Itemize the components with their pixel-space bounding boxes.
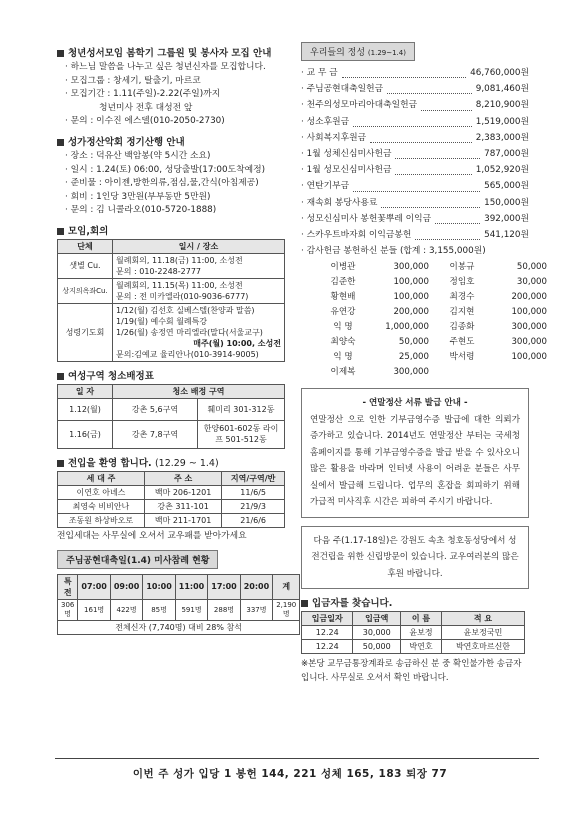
mass-value: 161명 <box>78 599 110 620</box>
table-row <box>58 303 285 361</box>
newcomers-table <box>57 471 285 528</box>
mass-value: 337명 <box>240 599 272 620</box>
newcomer-address: 백마 206-1201 <box>144 485 221 499</box>
pilgrimage-line: · 문의 : 김 니콜라오(010-5720-1888) <box>65 205 217 216</box>
mass-value: 422명 <box>110 599 142 620</box>
pilgrimage-line: · 회비 : 1인당 3만원(부부동반 5만원) <box>65 191 211 202</box>
bullet-square-icon <box>57 460 64 467</box>
offerings-title <box>301 42 529 61</box>
offering-label: · 교 무 금 <box>301 68 338 78</box>
dot-leader <box>381 198 480 208</box>
table-row <box>58 398 285 420</box>
cleaning-header-date: 일 자 <box>58 384 113 398</box>
offering-amount: 150,000원 <box>484 197 529 208</box>
offering-row <box>301 65 529 81</box>
mass-value: 591명 <box>175 599 207 620</box>
donor-name: 박서령 <box>449 352 475 363</box>
meeting-detail <box>113 303 285 361</box>
pilgrimage-line: · 준비물 : 아이젠,방한의류,점심,물,간식(아침제공) <box>65 178 259 189</box>
depositors-header: 적 요 <box>441 612 524 626</box>
meeting-detail-line: 문의:김예교 율리안나(010-3914-9005) <box>116 349 259 359</box>
offering-row <box>301 130 529 146</box>
donor-name: 김종화 <box>449 322 475 333</box>
meeting-detail-line: 1/12(월) 김선호 실베스텔(찬양과 말씀) <box>116 305 255 315</box>
depositors-header: 이 름 <box>401 612 442 626</box>
donor-amount: 300,000 <box>511 337 547 348</box>
donor-name: 최경수 <box>449 292 475 303</box>
pilgrimage-title: 성가정산악회 정기산행 안내 <box>57 134 289 148</box>
cleaning-title: 여성구역 청소배정표 <box>57 368 289 382</box>
depositor-memo: 윤보정국민 <box>441 626 524 640</box>
donor-name: 유연강 <box>330 307 356 318</box>
donor-amount: 300,000 <box>393 262 429 273</box>
mass-value: 306명 <box>58 599 78 620</box>
table-row <box>58 420 285 448</box>
offering-amount: 2,383,000원 <box>475 132 529 143</box>
offering-row <box>301 195 529 211</box>
mass-value: 85명 <box>143 599 175 620</box>
meeting-detail-line: 1/19(월) 예수회 월례특강 <box>116 316 208 326</box>
youth-line: · 모집그룹 : 창세기, 탈출기, 마르코 <box>65 75 201 86</box>
donor-name: 이제복 <box>330 367 356 378</box>
bullet-square-icon <box>57 373 64 380</box>
offering-label: · 천주의성모마리아대축일헌금 <box>301 100 418 111</box>
offering-amount: 1,052,920원 <box>475 165 529 176</box>
donor-amount: 25,000 <box>398 352 429 363</box>
mass-header: 07:00 <box>78 574 110 599</box>
offering-amount: 392,000원 <box>484 213 529 224</box>
meeting-detail-line: 1/26(월) 송정연 마리엘라(말다(서울교구) <box>116 327 263 337</box>
table-row <box>58 599 300 620</box>
offering-label: · 연탄기부금 <box>301 181 350 192</box>
depositor-amount: 30,000 <box>353 626 401 640</box>
offerings-title-label: 우리들의 정성 <box>310 48 366 58</box>
recruit-notice-box <box>301 526 529 590</box>
dot-leader <box>395 149 480 159</box>
newcomer-name: 최영숙 비비안나 <box>58 499 145 513</box>
offerings-title-bar <box>301 42 415 61</box>
mass-value: 2,190명 <box>273 599 300 620</box>
depositor-name: 윤보정 <box>401 626 442 640</box>
offering-row <box>301 81 529 97</box>
meeting-group: 성령기도회 <box>58 303 113 361</box>
offering-label: · 재속회 봉당사용료 <box>301 197 378 208</box>
donor-amount <box>495 365 547 380</box>
offering-amount: 9,081,460원 <box>475 84 529 95</box>
youth-recruit-title: 청년성서모임 봄학기 그룹원 및 봉사자 모집 안내 <box>57 45 289 59</box>
offering-row <box>301 146 529 162</box>
cleaning-area: 강촌 7,8구역 <box>113 420 198 448</box>
offering-label: · 성모신심미사 봉헌꽃뿌레 이익금 <box>301 213 432 224</box>
newcomers-note: 전입세대는 사무실에 오셔서 교우패를 받아가세요 <box>57 530 247 541</box>
cleaning-date: 1.16(금) <box>58 420 113 448</box>
offering-amount: 541,120원 <box>484 230 529 241</box>
offering-label: · 스카우트바자회 이익금봉헌 <box>301 230 412 241</box>
depositors-header: 입금액 <box>353 612 401 626</box>
offerings-list <box>301 65 529 259</box>
meeting-detail-line: 매주(월) 10:00, 소성전 <box>193 338 281 348</box>
meeting-group: 상지의옥좌Cu. <box>58 278 113 303</box>
offering-amount: 1,519,000원 <box>475 116 529 127</box>
tax-notice-body: 연말정산 으로 인한 기부금영수증 발급에 대한 의뢰가 증가하고 있습니다. 2014년도 연말정산 부터는 국세청 홈페이지를 통해 기부금영수증을 발급 받을 수 있사오니 많은 활용을 바라며 인터넷 사용이 어려운 분들은 사무실에서 발급해 드립니다. 업무의 혼잡을 회피하기 위해 가급적 미사직후 시간은 피하여 주시기 바랍니다. <box>310 414 520 508</box>
meetings-table <box>57 239 285 362</box>
meetings-header-time: 일시 / 장소 <box>113 239 285 253</box>
donor-amount: 30,000 <box>516 277 547 288</box>
dot-leader <box>435 214 480 224</box>
dot-leader <box>421 101 472 111</box>
depositors-title: 입금자를 찾습니다. <box>301 595 529 609</box>
cleaning-table <box>57 384 285 449</box>
table-row <box>58 620 300 634</box>
donor-amount: 1,000,000 <box>385 322 429 333</box>
newcomers-title: 전입을 환영 합니다. (12.29 ~ 1.4) <box>57 455 289 469</box>
donor-list <box>313 260 547 380</box>
pilgrimage-line: · 장소 : 덕유산 백암봉(약 5시간 소요) <box>65 150 211 161</box>
offering-row <box>301 114 529 130</box>
offering-label: · 성소후원금 <box>301 116 350 127</box>
mass-value: 288명 <box>208 599 240 620</box>
table-row <box>58 253 285 278</box>
thanks-title: · 감사헌금 봉헌하신 분들 (합계 : 3,155,000원) <box>301 246 486 257</box>
donor-amount: 200,000 <box>393 307 429 318</box>
depositors-header: 입금일자 <box>302 612 353 626</box>
mass-header: 계 <box>273 574 300 599</box>
offering-amount: 565,000원 <box>484 181 529 192</box>
youth-line: · 문의 : 이수진 에스델(010-2050-2730) <box>65 116 225 127</box>
offering-row <box>301 211 529 227</box>
newcomers-period: (12.29 ~ 1.4) <box>154 457 219 469</box>
offering-label: · 1월 성체신심미사헌금 <box>301 149 392 160</box>
newcomer-name: 조동원 하상바오로 <box>58 513 145 527</box>
table-row <box>58 485 285 499</box>
cleaning-area: 훼미리 301-312동 <box>198 398 285 420</box>
youth-line: · 하느님 말씀을 나누고 싶은 청년신자를 모집합니다. <box>65 62 266 72</box>
donor-amount: 200,000 <box>511 292 547 303</box>
offering-label: · 1월 성모신심미사헌금 <box>301 165 392 176</box>
offering-row <box>301 162 529 178</box>
cleaning-area: 한양601-602동 라이프 501-512동 <box>198 420 285 448</box>
depositor-date: 12.24 <box>302 640 353 654</box>
bullet-square-icon <box>301 600 308 607</box>
newcomer-zone: 21/9/3 <box>222 499 285 513</box>
meeting-detail <box>113 253 285 278</box>
dot-leader <box>395 165 471 175</box>
table-row <box>58 513 285 527</box>
dot-leader <box>342 68 466 78</box>
meeting-detail <box>113 278 285 303</box>
offering-amount: 46,760,000원 <box>470 68 529 78</box>
depositor-date: 12.24 <box>302 626 353 640</box>
youth-line: · 모집기간 : 1.11(주일)-2.22(주일)까지 <box>65 89 221 100</box>
meeting-detail-line: 문의 : 010-2248-2777 <box>116 266 201 276</box>
newcomer-name: 이연호 아녜스 <box>58 485 145 499</box>
right-column <box>301 42 547 685</box>
donor-amount: 50,000 <box>398 337 429 348</box>
donor-name: 이병관 <box>330 262 356 273</box>
mass-header: 특전 <box>58 574 78 599</box>
meeting-group: 샛별 Cu. <box>58 253 113 278</box>
bullet-square-icon <box>57 50 64 57</box>
donor-name: 익 명 <box>333 322 353 333</box>
cleaning-area: 강촌 5,6구역 <box>113 398 198 420</box>
meetings-header-group: 단체 <box>58 239 113 253</box>
bullet-square-icon <box>57 228 64 235</box>
table-row <box>302 626 525 640</box>
mass-header: 09:00 <box>110 574 142 599</box>
mass-summary: 전체신자 (7,740명) 대비 28% 참석 <box>58 620 300 634</box>
meetings-title: 모임,회의 <box>57 223 289 237</box>
mass-attendance-table <box>57 574 300 635</box>
cleaning-date: 1.12(월) <box>58 398 113 420</box>
newcomer-zone: 11/6/5 <box>222 485 285 499</box>
tax-notice-box <box>301 388 529 518</box>
donor-name: 김지현 <box>449 307 475 318</box>
donor-amount: 100,000 <box>511 307 547 318</box>
dot-leader <box>353 117 472 127</box>
newcomer-address: 강촌 311-101 <box>144 499 221 513</box>
mass-header: 17:00 <box>208 574 240 599</box>
donor-name: 익 명 <box>333 352 353 363</box>
mass-attendance-title-label: 주님공현대축일(1.4) 미사참례 현황 <box>57 550 218 569</box>
pilgrimage-line: · 일시 : 1.24(토) 06:00, 성당출발(17:00도착예정) <box>65 164 266 175</box>
donor-name: 정임호 <box>449 277 475 288</box>
footer-divider <box>55 758 539 759</box>
newcomers-header: 지역/구역/반 <box>222 471 285 485</box>
dot-leader <box>370 133 472 143</box>
newcomer-zone: 21/6/6 <box>222 513 285 527</box>
donor-amount: 100,000 <box>393 292 429 303</box>
newcomers-header: 세 대 주 <box>58 471 145 485</box>
donor-name: 최양숙 <box>330 337 356 348</box>
offerings-period: (1.29~1.4) <box>367 49 406 57</box>
mass-header: 20:00 <box>240 574 272 599</box>
bullet-square-icon <box>57 139 64 146</box>
table-row <box>58 499 285 513</box>
depositor-memo: 박연호마르신한 <box>441 640 524 654</box>
dot-leader <box>353 182 480 192</box>
depositors-note: ※본당 교무금통장계좌로 송금하신 분 중 확인불가한 송금자 입니다. 사무실로 오셔서 확인 바랍니다. <box>301 659 522 684</box>
offering-label: · 주님공현대축일헌금 <box>301 84 384 95</box>
youth-line: 청년미사 전후 대성전 앞 <box>99 102 193 113</box>
newcomer-address: 백마 211-1701 <box>144 513 221 527</box>
left-column <box>57 42 297 635</box>
tax-notice-title: - 연말정산 서류 발급 안내 - <box>362 398 468 409</box>
mass-header: 11:00 <box>175 574 207 599</box>
depositor-name: 박연호 <box>401 640 442 654</box>
offering-row <box>301 178 529 194</box>
donor-amount: 100,000 <box>393 277 429 288</box>
donor-amount: 300,000 <box>511 322 547 333</box>
table-row <box>58 278 285 303</box>
meeting-detail-line: 월례회의, 11.15(목) 11:00, 소성전 <box>116 280 243 290</box>
newcomers-header: 주 소 <box>144 471 221 485</box>
dot-leader <box>387 84 472 94</box>
donor-name <box>433 365 491 380</box>
dot-leader <box>415 230 480 240</box>
table-row <box>302 640 525 654</box>
donor-name: 주현도 <box>449 337 475 348</box>
offering-amount: 8,210,900원 <box>475 100 529 111</box>
offering-label: · 사회복지후원금 <box>301 132 367 143</box>
donor-name: 이봉규 <box>449 262 475 273</box>
offering-row <box>301 227 529 243</box>
depositor-amount: 50,000 <box>353 640 401 654</box>
donor-name: 김준한 <box>330 277 356 288</box>
cleaning-header-area: 청소 배정 구역 <box>113 384 285 398</box>
offering-row <box>301 97 529 113</box>
donor-amount: 100,000 <box>511 352 547 363</box>
offering-amount: 787,000원 <box>484 149 529 160</box>
donor-name: 황현배 <box>330 292 356 303</box>
donor-amount: 50,000 <box>516 262 547 273</box>
donor-amount: 300,000 <box>393 367 429 378</box>
depositors-table <box>301 611 525 654</box>
mass-attendance-title <box>57 550 289 569</box>
mass-header: 10:00 <box>143 574 175 599</box>
recruit-notice-body: 다음 주(1.17-18일)은 강원도 속초 청호동성당에서 성전건립을 위한 신립방문이 있습니다. 교우여러분의 많은 후원 바랍니다. <box>311 535 519 579</box>
hymn-footer: 이번 주 성가 입당 1 봉헌 144, 221 성체 165, 183 퇴장 77 <box>132 768 448 780</box>
meeting-detail-line: 문의 : 전 미카엘라(010-9036-6777) <box>116 291 249 301</box>
meeting-detail-line: 월례회의, 11.18(금) 11:00, 소성전 <box>116 255 243 265</box>
